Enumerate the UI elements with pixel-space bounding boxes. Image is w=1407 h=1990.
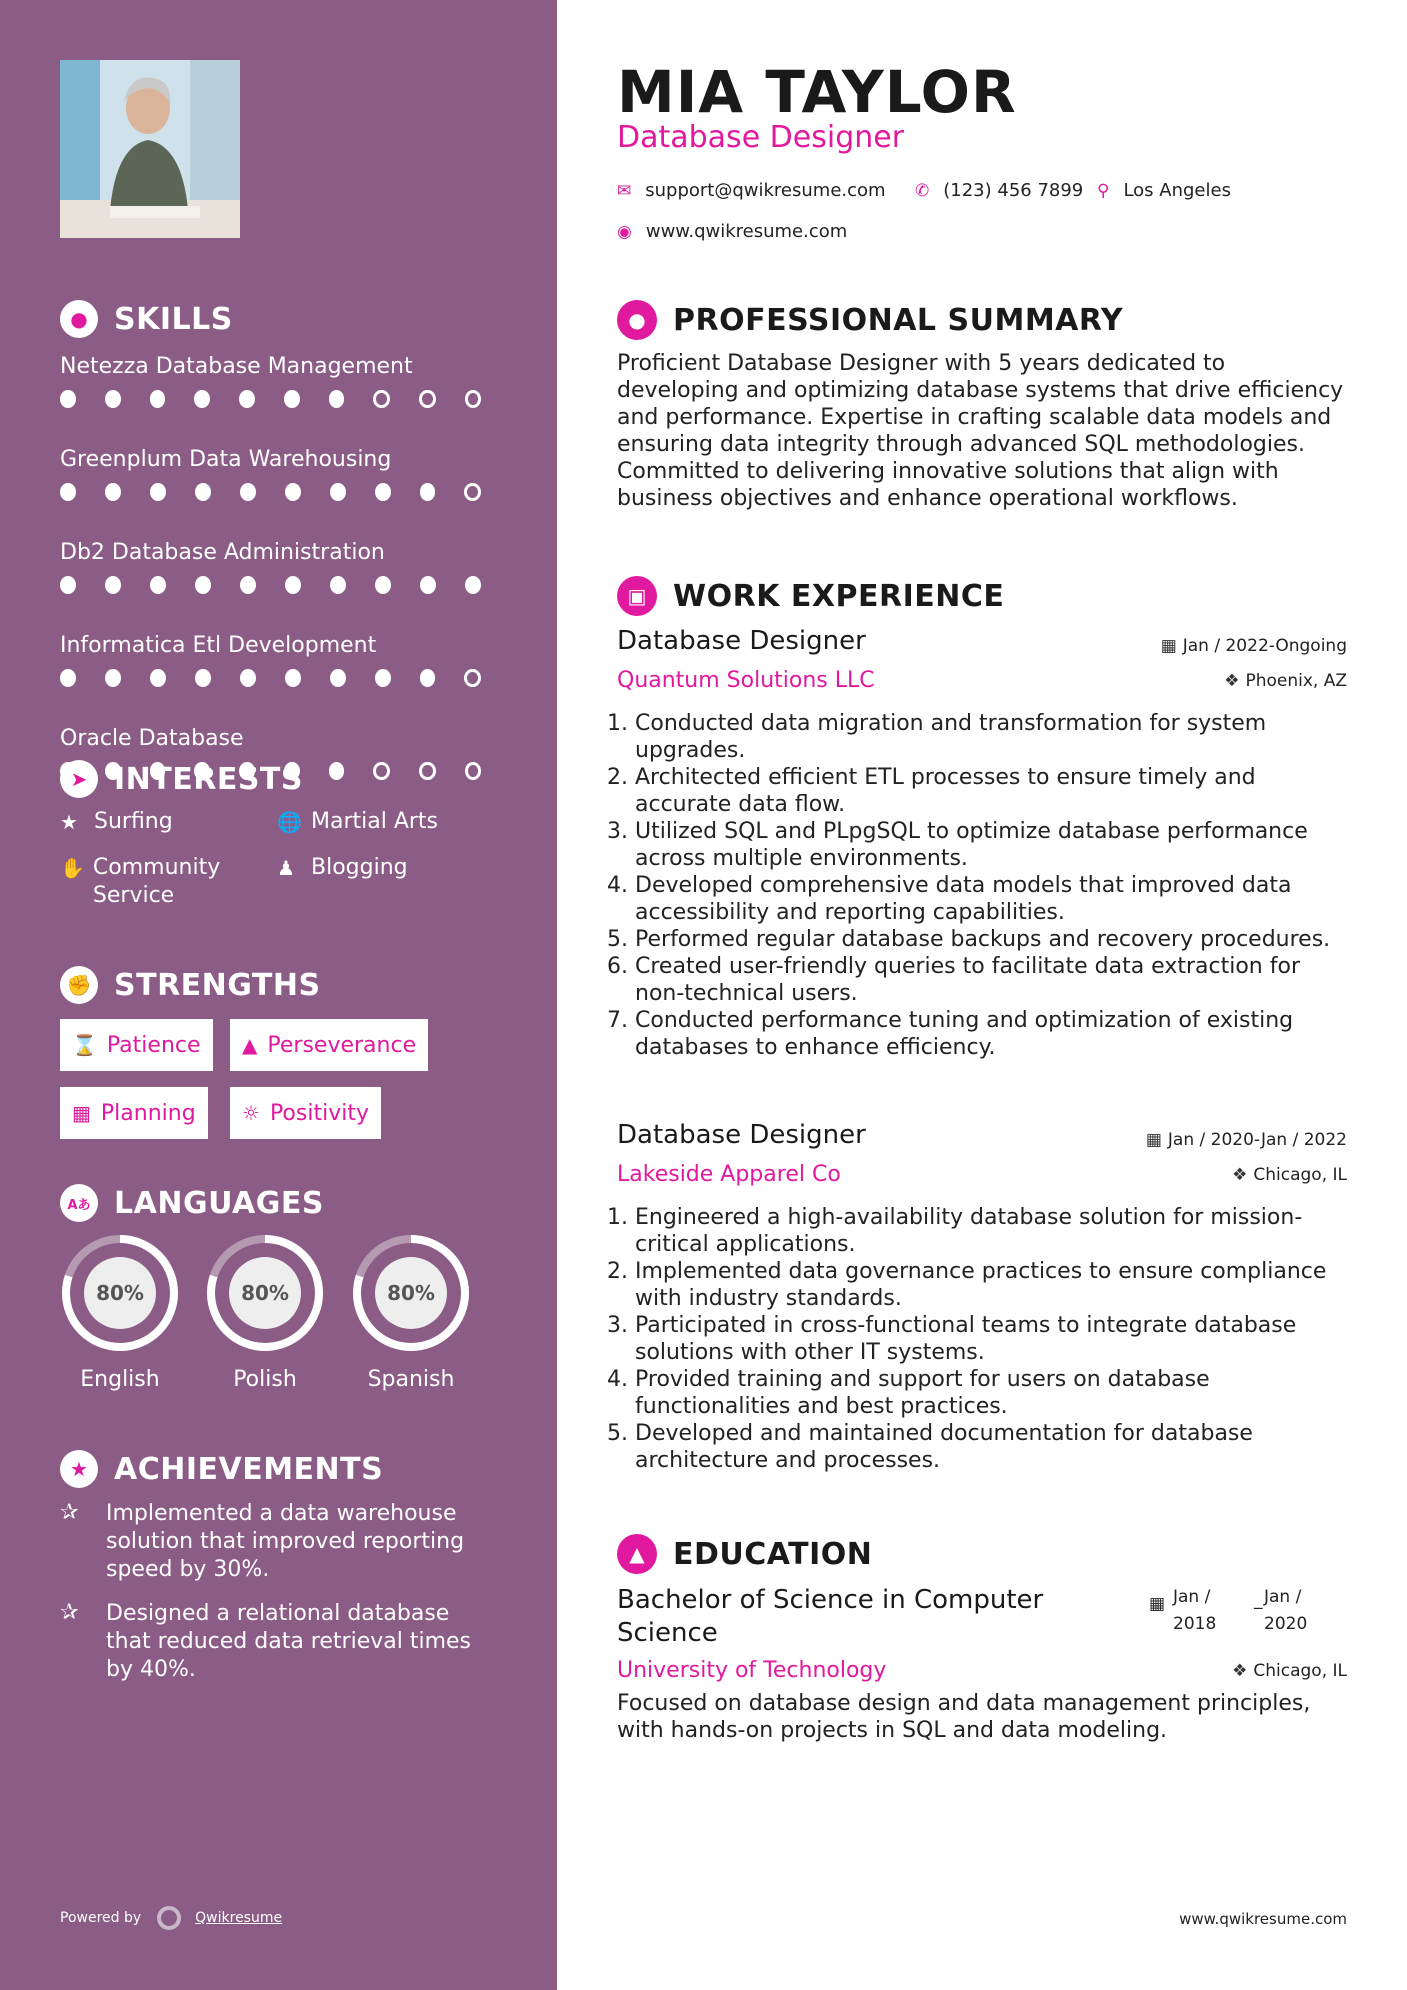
language-percent: 80% bbox=[241, 1281, 289, 1305]
skill-name: Db2 Database Administration bbox=[60, 540, 385, 565]
skill-dot bbox=[285, 669, 301, 687]
language-name: English bbox=[80, 1367, 160, 1392]
language-item bbox=[351, 1233, 471, 1392]
skill-dot bbox=[60, 576, 76, 594]
skill-dot bbox=[239, 390, 255, 408]
pushpin-icon: ❖ bbox=[1232, 1165, 1248, 1185]
edu-start-date: Jan / 2018 bbox=[1173, 1587, 1217, 1634]
skill-dot bbox=[375, 669, 391, 687]
school-location: ❖ Chicago, IL bbox=[1232, 1661, 1347, 1681]
education-heading: ▲ EDUCATION bbox=[617, 1534, 872, 1574]
responsibility-item: 2. Implemented data governance practices to ensure compliance with industry standards. bbox=[635, 1258, 1347, 1312]
skill-dot bbox=[464, 669, 481, 687]
skill-dot bbox=[465, 390, 482, 408]
skill-dot bbox=[375, 483, 391, 501]
star-badge-icon: ★ bbox=[60, 1450, 98, 1488]
skill-dot bbox=[419, 762, 436, 780]
responsibility-item: 1. Conducted data migration and transformation for system upgrades. bbox=[635, 710, 1347, 764]
skill-dot bbox=[195, 669, 211, 687]
skill-dot bbox=[285, 576, 301, 594]
qwikresume-logo-icon bbox=[157, 1906, 181, 1930]
skill-dot bbox=[60, 390, 76, 408]
job-dates: ▦ Jan / 2022-Ongoing bbox=[1160, 636, 1347, 656]
star-icon: ★ bbox=[60, 810, 78, 834]
sun-icon: ☼ bbox=[242, 1101, 260, 1125]
powered-by: Powered by Qwikresume bbox=[60, 1906, 282, 1930]
skill-rating bbox=[60, 669, 510, 687]
candidate-title: Database Designer bbox=[617, 120, 905, 155]
language-item bbox=[205, 1233, 325, 1392]
email-contact[interactable]: ✉ support@qwikresume.com bbox=[617, 180, 886, 201]
language-progress-ring bbox=[60, 1233, 180, 1353]
interest-item: ✋ Community Service bbox=[60, 855, 221, 908]
job-dates: ▦ Jan / 2020-Jan / 2022 bbox=[1145, 1130, 1347, 1150]
users-icon: ♟ bbox=[277, 856, 295, 880]
company-name: Lakeside Apparel Co bbox=[617, 1162, 841, 1187]
language-progress-ring bbox=[351, 1233, 471, 1353]
school-name: University of Technology bbox=[617, 1658, 887, 1683]
skill-dot bbox=[60, 669, 76, 687]
skill-dot bbox=[150, 483, 166, 501]
skills-heading: ● SKILLS bbox=[60, 300, 233, 338]
responsibility-list bbox=[617, 710, 1347, 1061]
language-percent: 80% bbox=[96, 1281, 144, 1305]
edu-date-separator: _ bbox=[1254, 1590, 1263, 1610]
achievements-list bbox=[60, 1500, 500, 1700]
skill-dot bbox=[240, 669, 256, 687]
skill-dot bbox=[105, 669, 121, 687]
calendar-icon: ▦ bbox=[1145, 1130, 1162, 1150]
calendar-icon: ▦ bbox=[1160, 636, 1177, 656]
strengths-heading: ✊ STRENGTHS bbox=[60, 966, 321, 1004]
phone-contact: ✆ (123) 456 7899 bbox=[915, 180, 1084, 201]
skill-rating bbox=[60, 390, 510, 408]
skill-name: Oracle Database bbox=[60, 726, 244, 751]
profile-photo bbox=[60, 60, 240, 238]
skill-dot bbox=[330, 669, 346, 687]
lightbulb-icon: ● bbox=[60, 300, 98, 338]
job-location: ❖ Phoenix, AZ bbox=[1224, 671, 1347, 691]
skill-dot bbox=[375, 576, 391, 594]
brand-link[interactable]: Qwikresume bbox=[195, 1910, 283, 1926]
skill-name: Netezza Database Management bbox=[60, 354, 413, 379]
fist-icon: ✊ bbox=[60, 966, 98, 1004]
envelope-icon: ✉ bbox=[617, 180, 632, 201]
candidate-name: MIA TAYLOR bbox=[617, 58, 1017, 126]
skill-dot bbox=[150, 390, 166, 408]
skill-dot bbox=[240, 483, 256, 501]
language-progress-ring bbox=[205, 1233, 325, 1353]
hand-icon: ✋ bbox=[60, 856, 85, 880]
globe-icon: ◉ bbox=[617, 221, 632, 242]
responsibility-item: 3. Participated in cross-functional teams to integrate database solutions with other IT systems. bbox=[635, 1312, 1347, 1366]
strength-tag: ▦ Planning bbox=[60, 1087, 208, 1139]
degree-title: Bachelor of Science in Computer Science bbox=[617, 1585, 1044, 1648]
strength-tag: ☼ Positivity bbox=[230, 1087, 381, 1139]
edu-calendar-icon-wrap bbox=[1149, 1594, 1165, 1614]
skill-dot bbox=[60, 483, 76, 501]
job-location: ❖ Chicago, IL bbox=[1232, 1165, 1347, 1185]
skill-dot bbox=[285, 483, 301, 501]
skill-dot bbox=[195, 576, 211, 594]
responsibility-item: 6. Created user-friendly queries to facilitate data extraction for non-technical users. bbox=[635, 953, 1347, 1007]
skill-dot bbox=[329, 762, 345, 780]
climber-icon: ▲ bbox=[242, 1033, 258, 1057]
strength-tag: ⌛ Patience bbox=[60, 1019, 213, 1071]
interest-item: ♟ Blogging bbox=[277, 855, 408, 880]
summary-text: Proficient Database Designer with 5 years dedicated to developing and optimizing database systems that drive efficiency and performance. Expertise in crafting scalable data models and ensuring data integrity through advanced SQL methodologies. Committed to delivering innovative solutions that align with business objectives and enhance operational workflows. bbox=[617, 351, 1344, 511]
language-item bbox=[60, 1233, 180, 1392]
skill-dot bbox=[105, 576, 121, 594]
skill-dot bbox=[105, 390, 121, 408]
responsibility-item: 4. Developed comprehensive data models that improved data accessibility and reporting capabilities. bbox=[635, 872, 1347, 926]
calendar-icon: ▦ bbox=[1149, 1594, 1166, 1614]
responsibility-item: 4. Provided training and support for users on database functionalities and best practices. bbox=[635, 1366, 1347, 1420]
pushpin-icon: ❖ bbox=[1224, 671, 1240, 691]
skill-dot bbox=[420, 483, 436, 501]
skill-dot bbox=[465, 762, 482, 780]
skill-dot bbox=[373, 762, 390, 780]
strength-tag: ▲ Perseverance bbox=[230, 1019, 428, 1071]
skill-name: Greenplum Data Warehousing bbox=[60, 447, 392, 472]
briefcase-icon: ▣ bbox=[617, 576, 657, 616]
skills-list bbox=[60, 352, 510, 817]
responsibility-item: 5. Developed and maintained documentation for database architecture and processes. bbox=[635, 1420, 1347, 1474]
skill-dot bbox=[150, 669, 166, 687]
responsibility-list bbox=[617, 1204, 1347, 1474]
achievement-item: ✰ Designed a relational database that reduced data retrieval times by 40%. bbox=[60, 1600, 471, 1682]
skill-dot bbox=[150, 576, 166, 594]
skill-rating bbox=[60, 576, 510, 594]
skill-dot bbox=[465, 576, 481, 594]
skill-dot bbox=[420, 576, 436, 594]
responsibility-item: 3. Utilized SQL and PLpgSQL to optimize database performance across multiple environments. bbox=[635, 818, 1347, 872]
globe-icon: 🌐 bbox=[277, 810, 302, 834]
skill-dot bbox=[195, 483, 211, 501]
translate-icon: Aあ bbox=[60, 1184, 98, 1222]
skill-dot bbox=[373, 390, 390, 408]
paper-plane-icon: ➤ bbox=[60, 760, 98, 798]
skill-dot bbox=[240, 576, 256, 594]
sidebar bbox=[0, 0, 557, 1990]
language-name: Spanish bbox=[367, 1367, 455, 1392]
language-name: Polish bbox=[233, 1367, 297, 1392]
company-name: Quantum Solutions LLC bbox=[617, 668, 875, 693]
skill-dot bbox=[420, 669, 436, 687]
footer-url[interactable]: www.qwikresume.com bbox=[1179, 1910, 1347, 1928]
skill-dot bbox=[105, 483, 121, 501]
interests-heading: ➤ INTERESTS bbox=[60, 760, 303, 798]
skill-rating bbox=[60, 483, 510, 501]
skill-dot bbox=[329, 390, 345, 408]
user-icon: ● bbox=[617, 300, 657, 340]
language-percent: 80% bbox=[387, 1281, 435, 1305]
skill-dot bbox=[194, 390, 210, 408]
map-pin-icon: ⚲ bbox=[1097, 180, 1110, 201]
job-title: Database Designer bbox=[617, 1120, 866, 1150]
skill-dot bbox=[330, 576, 346, 594]
calendar-icon: ▦ bbox=[72, 1101, 91, 1125]
skill-dot bbox=[419, 390, 436, 408]
responsibility-item: 1. Engineered a high-availability database solution for mission-critical applications. bbox=[635, 1204, 1347, 1258]
achievements-heading: ★ ACHIEVEMENTS bbox=[60, 1450, 383, 1488]
website-contact[interactable]: ◉ www.qwikresume.com bbox=[617, 221, 848, 242]
skill-dot bbox=[464, 483, 481, 501]
skill-dot bbox=[284, 390, 300, 408]
shooting-star-icon: ✰ bbox=[60, 1600, 79, 1625]
summary-heading: ● PROFESSIONAL SUMMARY bbox=[617, 300, 1123, 340]
graduate-icon: ▲ bbox=[617, 1534, 657, 1574]
job-title: Database Designer bbox=[617, 626, 866, 656]
hourglass-icon: ⌛ bbox=[72, 1033, 97, 1057]
location-contact: ⚲ Los Angeles bbox=[1097, 180, 1231, 201]
phone-icon: ✆ bbox=[915, 180, 930, 201]
education-description: Focused on database design and data management principles, with hands-on projects in SQL and data modeling. bbox=[617, 1691, 1311, 1743]
experience-heading: ▣ WORK EXPERIENCE bbox=[617, 576, 1004, 616]
interest-item: 🌐 Martial Arts bbox=[277, 809, 439, 834]
edu-end-date: Jan / 2020 bbox=[1264, 1587, 1308, 1634]
languages-heading: Aあ LANGUAGES bbox=[60, 1184, 324, 1222]
shooting-star-icon: ✰ bbox=[60, 1500, 79, 1525]
responsibility-item: 5. Performed regular database backups and recovery procedures. bbox=[635, 926, 1347, 953]
responsibility-item: 7. Conducted performance tuning and optimization of existing databases to enhance efficiency. bbox=[635, 1007, 1347, 1061]
pushpin-icon: ❖ bbox=[1232, 1661, 1248, 1681]
skill-dot bbox=[330, 483, 346, 501]
skill-name: Informatica Etl Development bbox=[60, 633, 377, 658]
responsibility-item: 2. Architected efficient ETL processes to ensure timely and accurate data flow. bbox=[635, 764, 1347, 818]
achievement-item: ✰ Implemented a data warehouse solution that improved reporting speed by 30%. bbox=[60, 1500, 465, 1582]
main-content bbox=[617, 0, 1347, 1990]
interest-item: ★ Surfing bbox=[60, 809, 173, 834]
